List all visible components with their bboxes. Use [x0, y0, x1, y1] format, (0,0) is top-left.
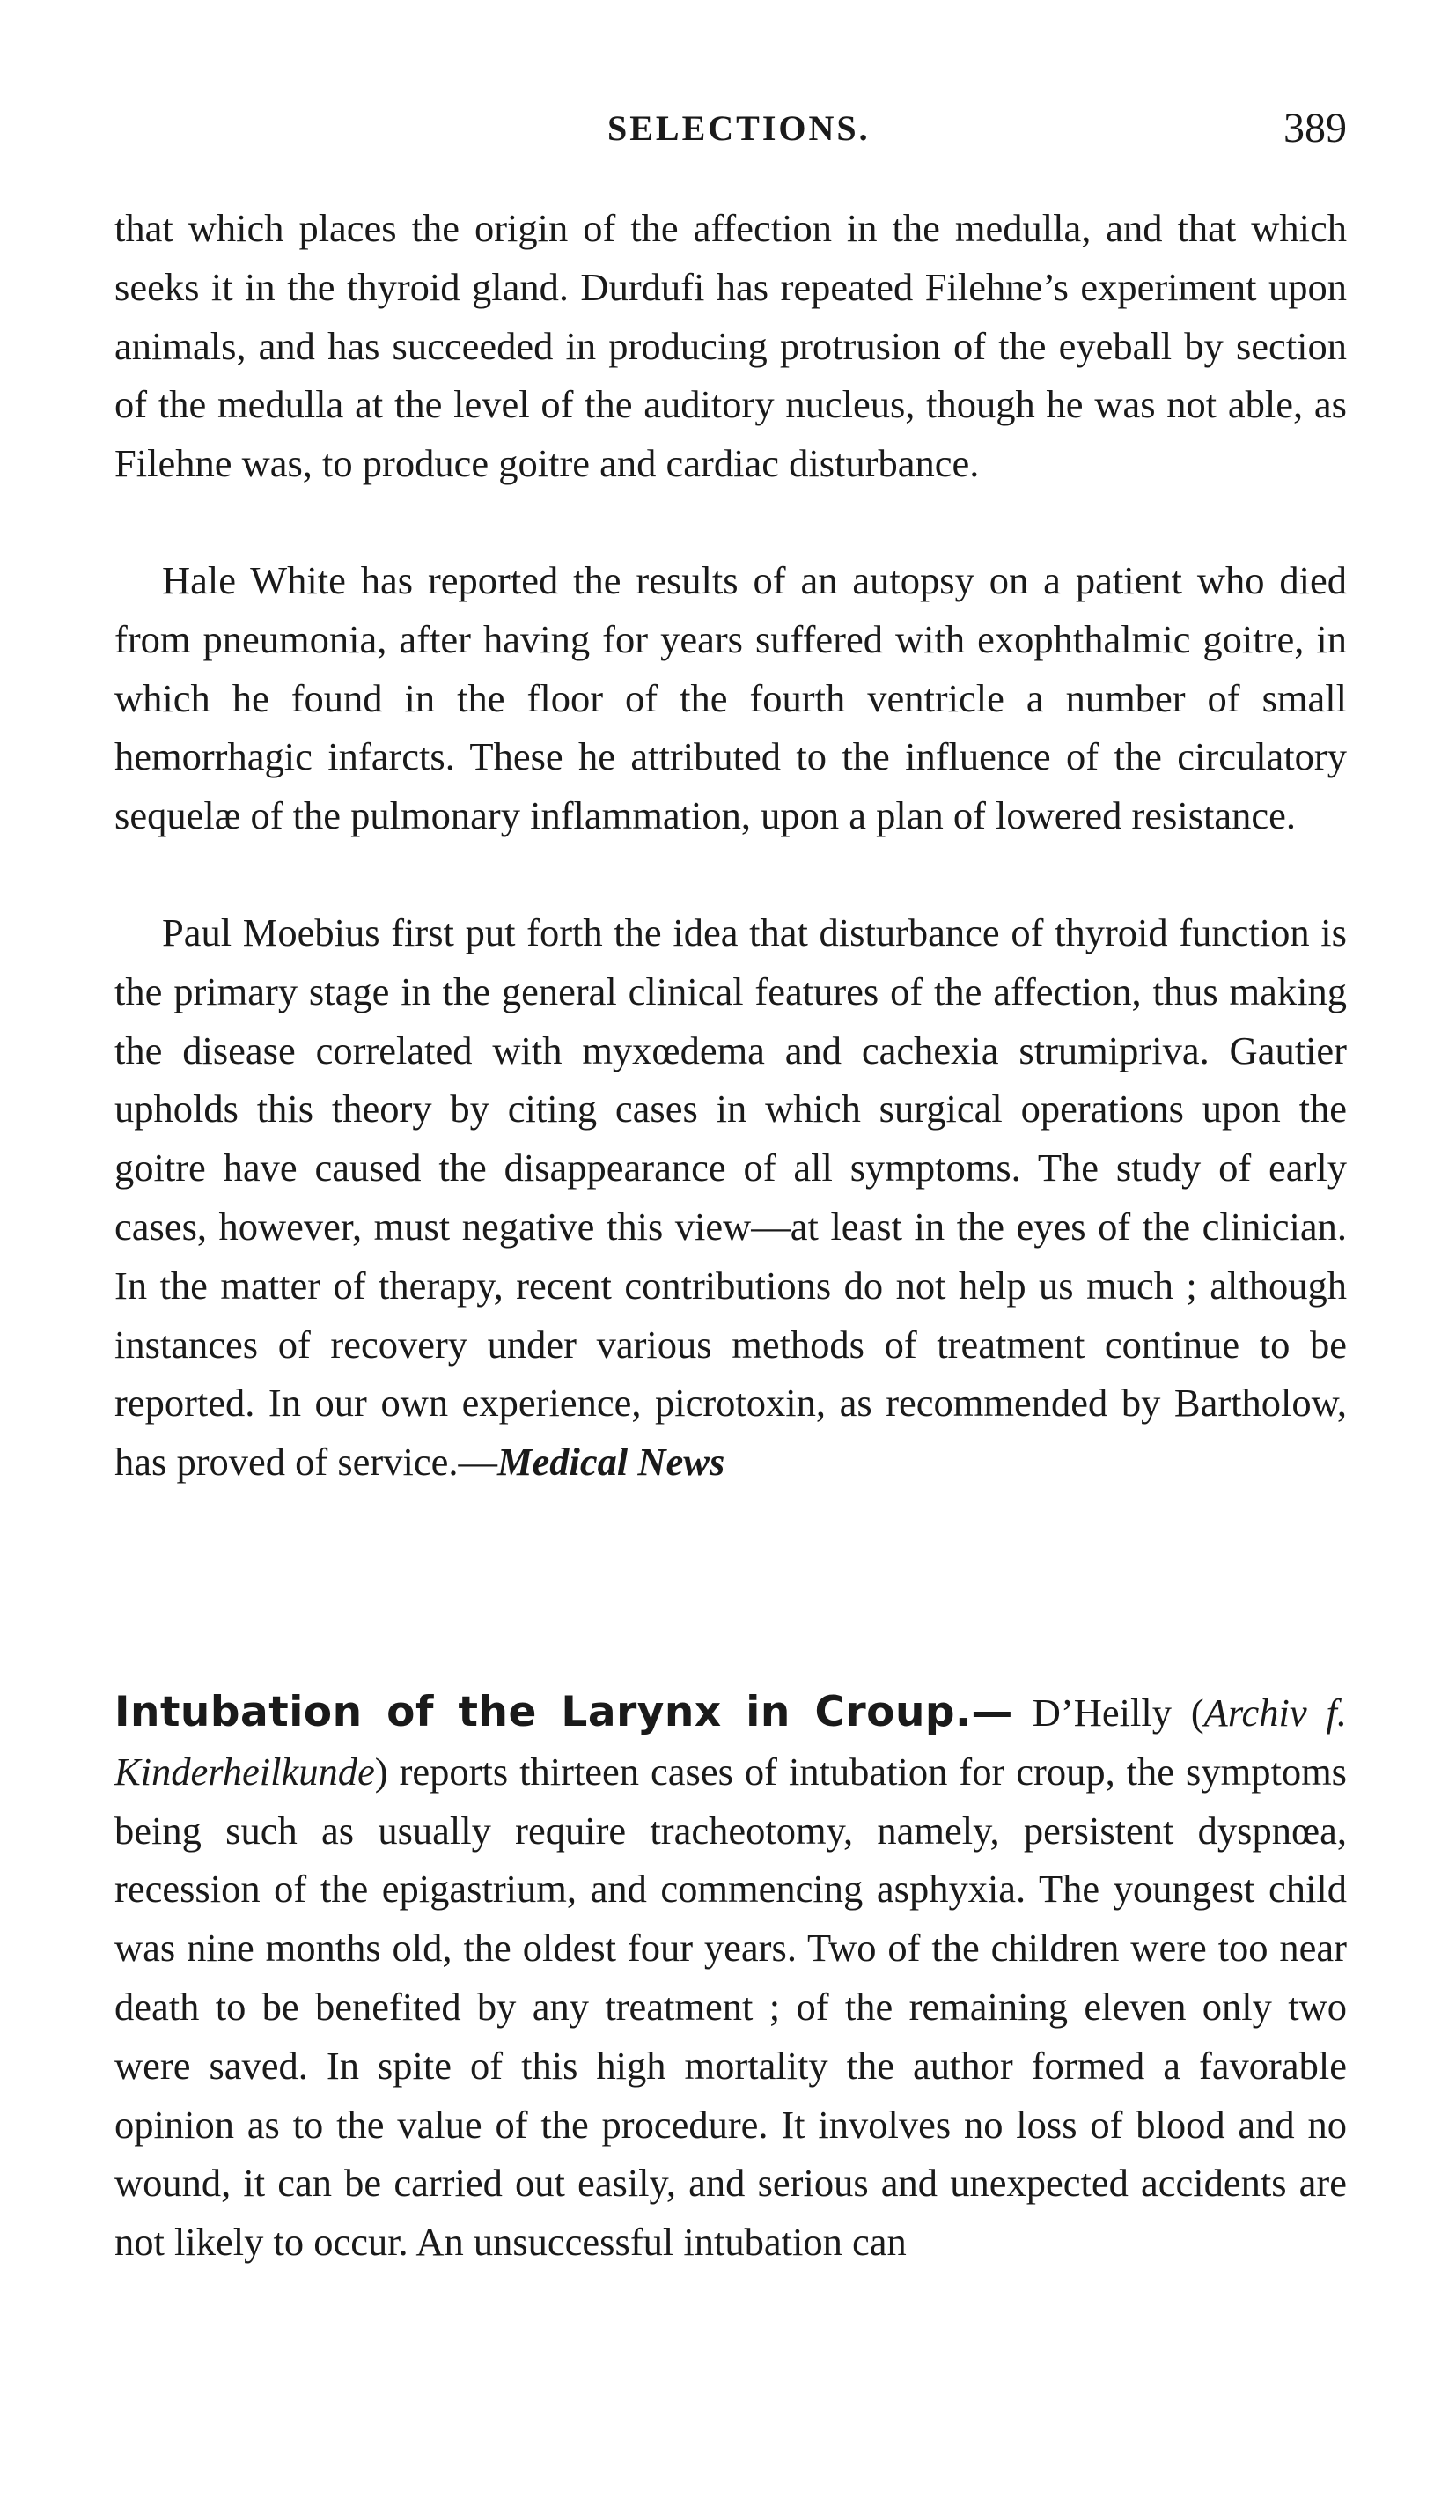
- journal-citation: Archiv f. Kinderheilkunde: [114, 1691, 1347, 1794]
- paragraph-2-text: Hale White has reported the results of an autopsy on a patient who died from pneumonia, after having for years suffered with exophthalmic goitre, in which he found in the floor of the fourth ventricle a number of small hemorrhagic infarcts. These he attributed to the influence of the circulatory sequelæ of the pulmonary inflammation, upon a plan of lowered resistance.: [114, 558, 1347, 838]
- article-text-body: ) reports thirteen cases of intubation for croup, the symptoms being such as usually require tracheotomy, namely, persistent dyspnœa, recession of the epigastrium, and commencing asphyxia. The youngest child was nine months old, the oldest four years. Two of the children were too near death to be benefited by any treatment ; of the remaining eleven only two were saved. In spite of this high mortality the author formed a favorable opinion as to the value of the procedure. It involves no loss of blood and no wound, it can be carried out easily, and serious and unexpected accidents are not likely to occur. An unsuccessful intubation can: [114, 1749, 1347, 2265]
- section-heading: Intubation of the Larynx in Croup.—: [114, 1688, 1013, 1736]
- article-text-lead: D’Heilly (: [1012, 1691, 1204, 1735]
- paragraph-1-text: that which places the origin of the affection in the medulla, and that which seeks it in the thyroid gland. Durdufi has repeated Filehne’s experiment upon animals, and has succeeded in producing protrusion of the eyeball by section of the medulla at the level of the auditory nucleus, though he was not able, as Filehne was, to produce goitre and cardiac disturbance.: [114, 206, 1347, 486]
- article-intubation: [114, 1684, 1347, 2272]
- paragraph-3: [114, 903, 1347, 1492]
- page-number: 389: [1283, 105, 1347, 151]
- paragraph-1: [114, 199, 1347, 493]
- running-head: [114, 104, 1347, 157]
- paragraph-2: [114, 551, 1347, 845]
- source-citation: Medical News: [496, 1440, 725, 1485]
- running-title: SELECTIONS.: [607, 108, 871, 148]
- paragraph-3-text: Paul Moebius first put forth the idea that disturbance of thyroid function is the primary stage in the general clinical features of the affection, thus making the disease correlated with myxœdema and cachexia strumipriva. Gautier upholds this theory by citing cases in which surgical operations upon the goitre have caused the disappearance of all symptoms. The study of early cases, however, must negative this view—at least in the eyes of the clinician. In the matter of therapy, recent contributions do not help us much ; although instances of recovery under various methods of treatment continue to be reported. In our own experience, picrotoxin, as recommended by Bartholow, has proved of service.—: [114, 910, 1347, 1485]
